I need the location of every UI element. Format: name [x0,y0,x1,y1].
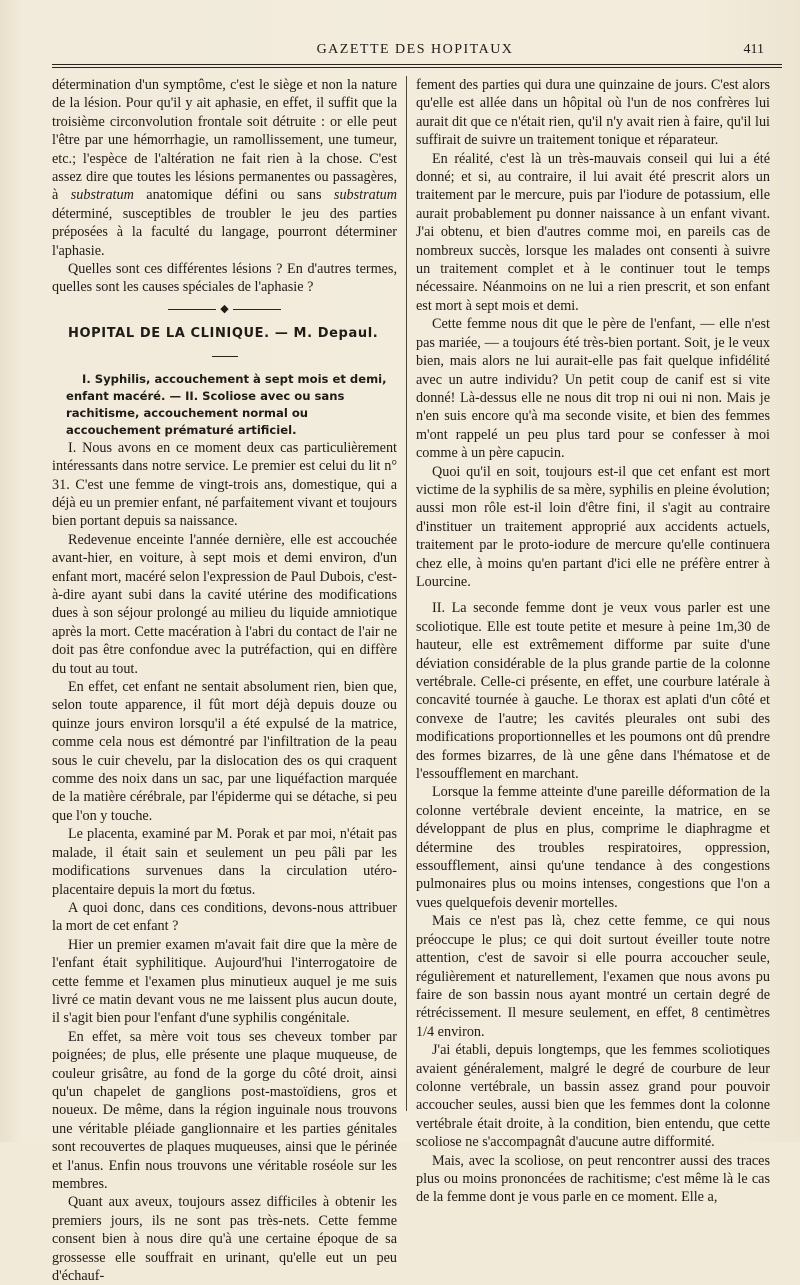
page-header [50,40,780,60]
paragraph: Redevenue enceinte l'année dernière, elle est accouchée avant-hier, en voiture, à sept mois et demi environ, d'un enfant mort, macéré selon l'expression de Paul Dubois, c'est-à-dire ayant subi dans la cavité utérine des modifications dues à son séjour prolongé au milieu du liquide amniotique après la mort. Cette macération à l'abri du contact de l'air ne doit pas être confondue avec la putréfaction, qui en diffère du tout au tout. [52,531,397,677]
paragraph: fement des parties qui dura une quinzaine de jours. C'est alors qu'elle est allée dans un hôpital où l'un de nos confrères lui aurait dit que ce n'était rien, qu'il n'y avait rien à faire, qu'il lui suffirait de suivre un traitement tonique et réparateur. [416,77,770,149]
paragraph: détermination d'un symptôme, c'est le siège et non la nature de la lésion. Pour qu'il y ait aphasie, en effet, il suffit que la troisième circonvolution frontale soit détruite : or elle peut l'être par une hémorrhagie, un ramollissement, une tumeur, etc.; l'espèce de l'altération ne fait rien à la chose. C'est assez dire que toutes les lésions permanentes ou passagères, à substratum anatomique défini ou sans substratum déterminé, susceptibles de troubler le jeu des parties préposées à la faculté du langage, pourront déterminer l'aphasie. [52,77,397,259]
paragraph: Hier un premier examen m'avait fait dire que la mère de l'enfant était syphilitique. Aujourd'hui l'interrogatoire de cette femme et l'examen plus minutieux auquel je me suis livré ce matin devant vous ne me laissent plus aucun doute, il s'agit bien pour l'enfant d'une syphilis congénitale. [52,936,397,1027]
ornament-mark: ◆ [220,303,229,316]
paragraph: Mais ce n'est pas là, chez cette femme, ce qui nous préoccupe le plus; ce qui doit surtout éveiller toute notre attention, c'est de savoir si elle pourra accoucher seule, régulièrement et naturellement, l'examen que nous avons pu faire de son bassin nous ayant montré un certain degré de rétrécissement. Il mesure seulement, en effet, 8 centimètres 1/4 environ. [416,913,770,1040]
ornament-line [233,309,281,310]
section-rule [212,356,238,357]
paragraph: II. La seconde femme dont je veux vous parler est une scoliotique. Elle est toute petite et mesure à peine 1m,30 de hauteur, elle est extrêmement difforme par suite d'une déviation considérable de la plus grande partie de la colonne vertébrale. Celle-ci présente, en effet, une courbure latérale à concavité tournée à gauche. Le thorax est aplati d'un côté et convexe de l'autre; les cavités pleurales ont subi des modifications proportionnelles et les poumons ont dû prendre des formes bizarres, de là une gêne dans l'hématose et de l'essoufflement en marchant. [416,600,770,783]
emphasis: substratum [333,187,397,204]
emphasis: substratum [70,187,134,204]
paragraph: Quant aux aveux, toujours assez difficiles à obtenir les premiers jours, ils ne sont pas très-nets. Cette femme consent bien à nous dire qu'à une certaine époque de sa grossesse elle souffrait en urinant, qu'elle eut un peu d'échauf- [52,1194,397,1285]
paragraph: J'ai établi, depuis longtemps, que les femmes scoliotiques avaient généralement, malgré le degré de courbure de leur colonne vertébrale, un bassin assez grand pour pouvoir accoucher seules, aussi bien que les femmes dont la colonne vertébrale était droite, à la condition, bien entendu, que cette scoliose ne s'accompagnât d'aucune autre difformité. [416,1042,770,1151]
section-heading: HOPITAL DE LA CLINIQUE. — M. Depaul. [68,326,379,342]
column-divider [406,76,407,1111]
ornament-line [168,309,216,310]
page-number: 411 [743,42,764,57]
paragraph: Cette femme nous dit que le père de l'enfant, — elle n'est pas mariée, — a toujours été très-bien portant. Soit, je le veux bien, mais alors ne lui aurait-elle pas fait quelque infidélité avec un autre individu? Un petit coup de canif est si vite donné! Là-dessus elle ne nous dit trop ni oui ni non. Mais je n'en suis encore qu'à ma seconde visite, et bien des femmes m'ont rappelé un peu plus tard pour se confesser à moi comme à un père capucin. [416,316,770,462]
paragraph: Le placenta, examiné par M. Porak et par moi, n'était pas malade, il était sain et seulement un peu pâli par les modifications survenues dans la circulation utéro-placentaire depuis la mort du fœtus. [52,826,397,898]
header-rule [52,64,782,65]
right-column [416,76,770,1207]
paragraph: Quoi qu'il en soit, toujours est-il que cet enfant est mort victime de la syphilis de sa mère, syphilis en pleine évolution; aussi mon rôle est-il loin d'être fini, il s'agit au contraire d'instituer un traitement approprié aux accidents actuels, traitement par le proto-iodure de mercure qu'elle continuera chez elle, à moins qu'en partant d'ici elle ne préfère entrer à Lourcine. [416,463,770,590]
section-ornament [52,303,397,315]
paragraph: Lorsque la femme atteinte d'une pareille déformation de la colonne vertébrale devient enceinte, la matrice, en se développant de plus en plus, comprime le diaphragme et détermine des troubles respiratoires, oppression, essoufflement, ainsi qu'une tendance à des congestions pulmonaires plus ou moins intenses, congestions que l'on a vues quelquefois devenir mortelles. [416,784,770,911]
paragraph: Quelles sont ces différentes lésions ? En d'autres termes, quelles sont les causes spéciales de l'aphasie ? [52,261,397,296]
header-rule-secondary [52,67,782,68]
paragraph: En effet, cet enfant ne sentait absolument rien, bien que, selon toute apparence, il fût mort déjà depuis douze ou quinze jours environ lorsqu'il a été expulsé de la matrice, comme cela nous est démontré par l'infiltration de la peau sous le cuir chevelu, par la dislocation des os qui craquent comme des noix dans un sac, par une liquéfaction marquée de la matière cérébrale, par l'épiderme qui se détache, si peu que l'on y touche. [52,679,397,824]
paragraph: A quoi donc, dans ces conditions, devons-nous attribuer la mort de cet enfant ? [52,899,397,935]
paragraph: Mais, avec la scoliose, on peut rencontrer aussi des traces plus ou moins prononcées de rachitisme; c'est même là le cas de la femme dont je vous parle en ce moment. Elle a, [416,1152,770,1206]
paragraph: En effet, sa mère voit tous ses cheveux tomber par poignées; de plus, elle présente une plaque muqueuse, de couleur grisâtre, au fond de la gorge du côté droit, ainsi qu'un chapelet de ganglions post-mastoïdiens, gros et noueux. De même, dans la région inguinale nous trouvons une véritable pléiade ganglionnaire et les parties génitales sont recouvertes de plaques muqueuses, ainsi que le périnée et l'anus. Enfin nous trouvons une véritable roséole sur les membres. [52,1028,397,1192]
paragraph: I. Nous avons en ce moment deux cas particulièrement intéressants dans notre service. Le premier est celui du lit n° 31. C'est une femme de vingt-trois ans, domestique, qui a déjà eu un premier enfant, né parfaitement vivant et toujours bien portant depuis sa naissance. [52,439,397,530]
left-column [52,76,397,1285]
paragraph: En réalité, c'est là un très-mauvais conseil qui lui a été donné; et si, au contraire, il lui avait été prescrit alors un traitement par le mercure, puis par l'iodure de potassium, elle aurait probablement pu donner naissance à un enfant vivant. J'ai obtenu, et bien d'autres comme moi, en pareils cas de nombreux succès, lorsque les malades ont consenti à suivre un traitement complet et à le continuer tout le temps nécessaire. Néanmoins on ne lui a rien prescrit, et son enfant est mort à sept mois et demi. [416,150,770,314]
case-summary: I. Syphilis, accouchement à sept mois et demi, enfant macéré. — II. Scoliose avec ou sans rachitisme, accouchement normal ou accouchement prématuré artificiel. [66,371,387,437]
running-title: GAZETTE DES HOPITAUX [316,42,514,57]
